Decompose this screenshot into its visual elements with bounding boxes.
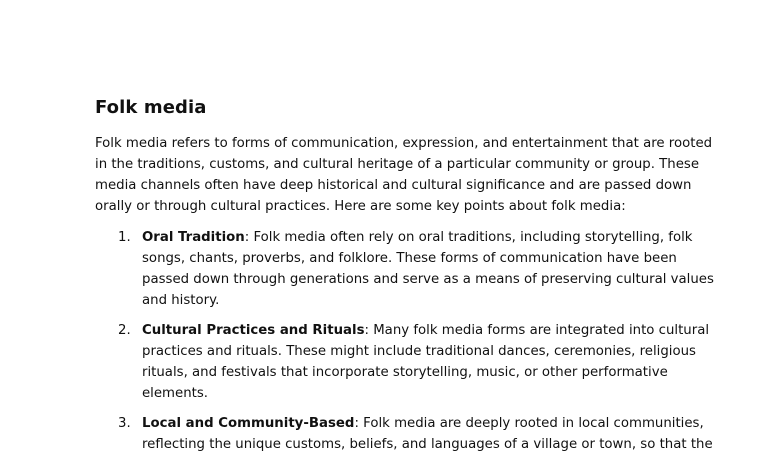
intro-line: Folk media refers to forms of communication, expression, and entertainment that are rooted xyxy=(95,136,713,151)
list-item-line: elements. xyxy=(142,386,208,401)
list-item-first-line xyxy=(142,227,702,248)
list-item-line: practices and rituals. These might include traditional dances, ceremonies, religious xyxy=(142,344,696,359)
list-item-line: and history. xyxy=(142,293,220,308)
list-item-text: : Many folk media forms are integrated into cultural xyxy=(364,323,710,338)
intro-line: in the traditions, customs, and cultural heritage of a particular community or group. These xyxy=(95,157,699,172)
list-item-line: songs, chants, proverbs, and folklore. These forms of communication have been xyxy=(142,251,677,266)
list-item-body xyxy=(142,227,714,311)
list-item-term: Cultural Practices and Rituals xyxy=(142,323,365,338)
list-item-line: reflecting the unique customs, beliefs, and languages of a village or town, so that the xyxy=(142,437,713,452)
document-heading: Folk media xyxy=(95,97,207,118)
list-item-first-line xyxy=(142,320,710,341)
list-item-number: 3. xyxy=(118,416,131,431)
list-item-body xyxy=(142,413,713,455)
list-item-body xyxy=(142,320,710,404)
list-item-first-line xyxy=(142,413,702,434)
list-item-term: Oral Tradition xyxy=(142,230,245,245)
list-item-line: passed down through generations and serve as a means of preserving cultural values xyxy=(142,272,714,287)
intro-line: media channels often have deep historical and cultural significance and are passed down xyxy=(95,178,692,193)
intro-paragraph xyxy=(95,133,713,217)
list-item-number: 2. xyxy=(118,323,131,338)
list-item-number: 1. xyxy=(118,230,131,245)
list-item-term: Local and Community-Based xyxy=(142,416,355,431)
intro-line: orally or through cultural practices. Here are some key points about folk media: xyxy=(95,199,626,214)
list-item-line: rituals, and festivals that incorporate storytelling, music, or other performative xyxy=(142,365,668,380)
list-item-text: : Folk media often rely on oral traditions, including storytelling, folk xyxy=(244,230,693,245)
list-item-text: : Folk media are deeply rooted in local communities, xyxy=(354,416,704,431)
